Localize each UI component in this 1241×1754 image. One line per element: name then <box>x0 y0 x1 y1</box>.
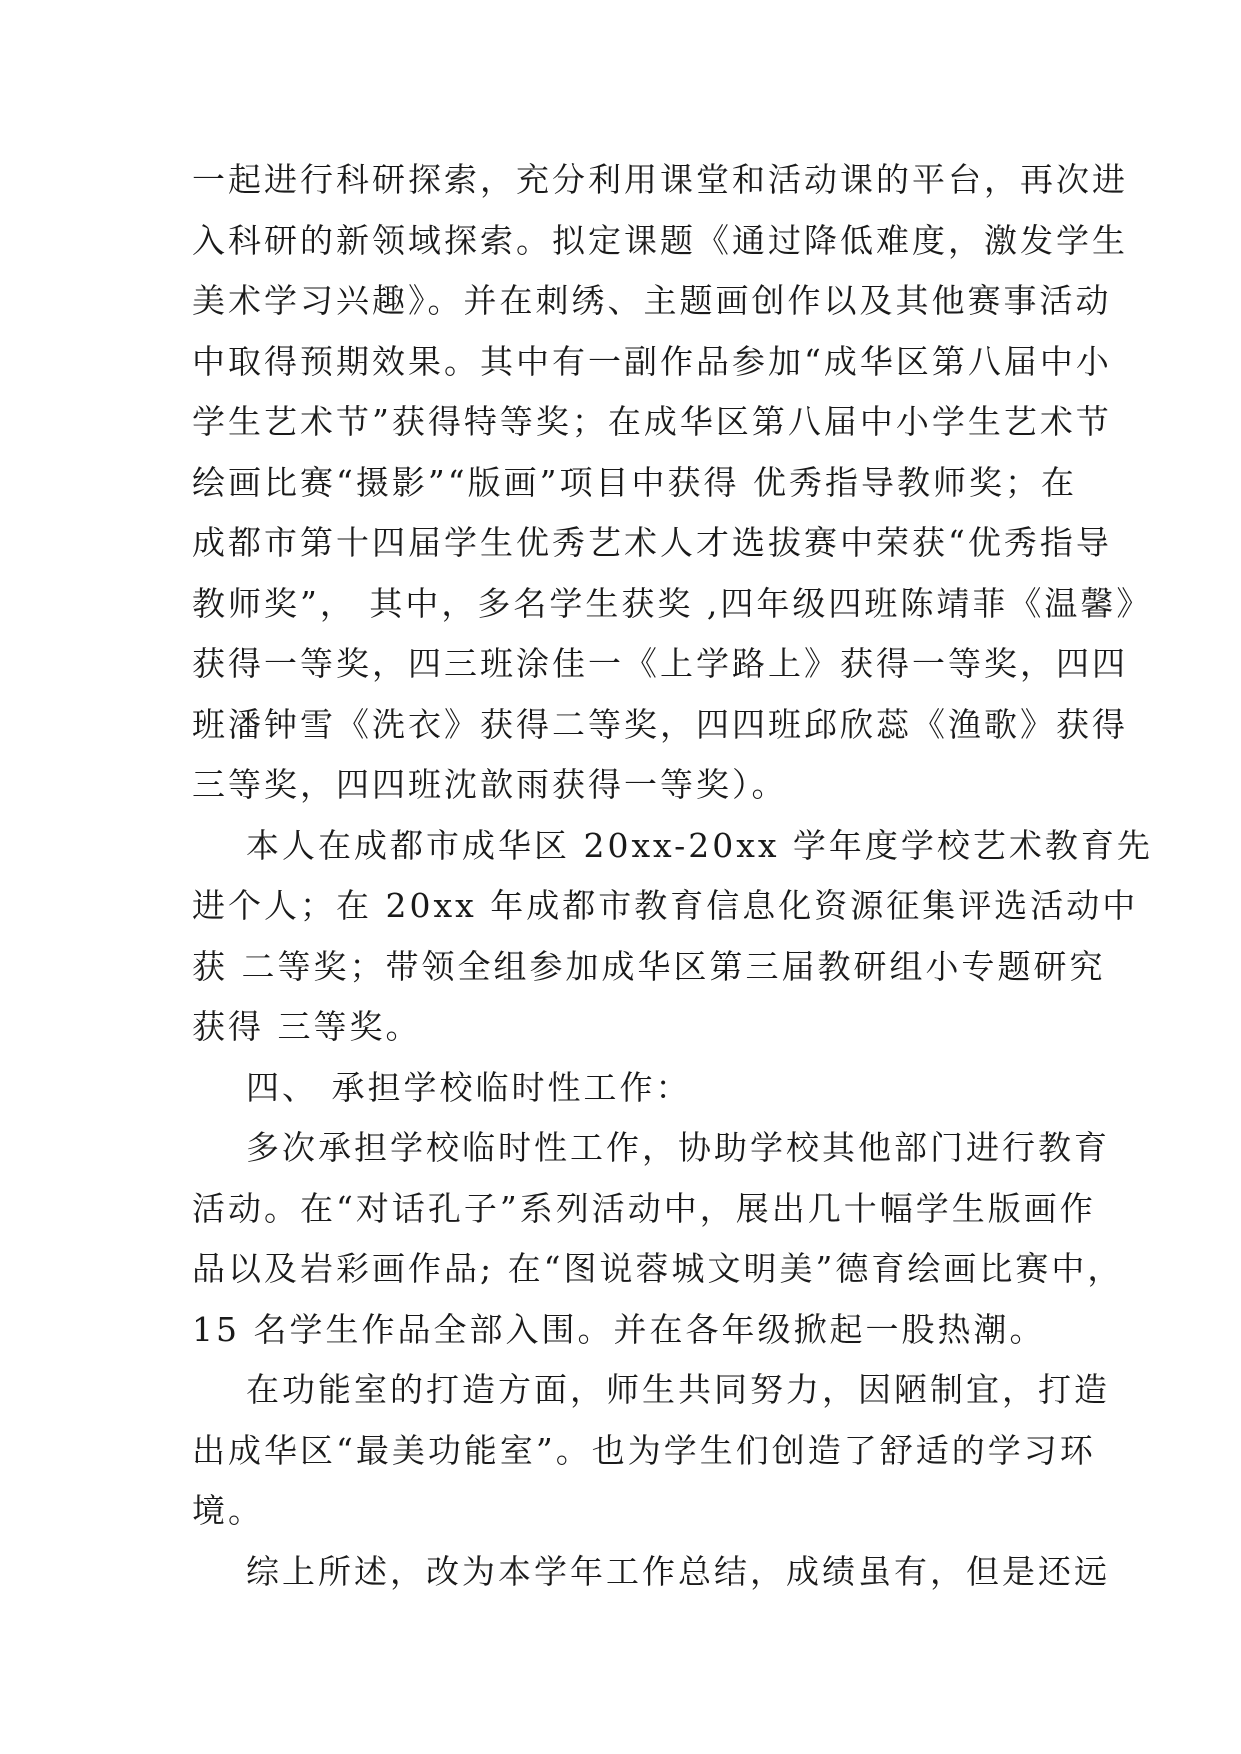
text-line: 本人在成都市成华区 20xx-20xx 学年度学校艺术教育先 <box>192 825 1153 865</box>
text-line: 出成华区“最美功能室”。也为学生们创造了舒适的学习环 <box>192 1430 1096 1470</box>
text-line: 15 名学生作品全部入围。并在各年级掀起一股热潮。 <box>192 1309 1046 1349</box>
text-line: 中取得预期效果。其中有一副作品参加“成华区第八届中小 <box>192 341 1112 381</box>
text-line: 三等奖，四四班沈歆雨获得一等奖）。 <box>192 765 788 804</box>
text-line: 学生艺术节”获得特等奖；在成华区第八届中小学生艺术节 <box>192 402 1112 441</box>
text-line: 入科研的新领域探索。拟定课题《通过降低难度，激发学生 <box>192 220 1128 260</box>
text-line: 班潘钟雪《洗衣》获得二等奖，四四班邱欣蕊《渔歌》获得 <box>192 704 1128 744</box>
text-line: 一起进行科研探索，充分利用课堂和活动课的平台，再次进 <box>192 160 1128 199</box>
text-line: 教师奖”， 其中，多名学生获奖 ,四年级四班陈靖菲《温馨》 <box>192 583 1153 623</box>
text-line: 境。 <box>192 1491 264 1530</box>
text-line: 美术学习兴趣》。并在刺绣、主题画创作以及其他赛事活动 <box>192 281 1112 320</box>
text-line: 获得 三等奖。 <box>192 1007 422 1046</box>
text-line: 活动。在“对话孔子”系列活动中，展出几十幅学生版画作 <box>192 1188 1096 1228</box>
text-line: 获 二等奖；带领全组参加成华区第三届教研组小专题研究 <box>192 946 1106 986</box>
text-line: 绘画比赛“摄影”“版画”项目中获得 优秀指导教师奖；在 <box>192 462 1077 502</box>
text-line: 进个人；在 20xx 年成都市教育信息化资源征集评选活动中 <box>192 886 1139 925</box>
text-line: 获得一等奖，四三班涂佳一《上学路上》获得一等奖，四四 <box>192 644 1128 683</box>
text-line: 在功能室的打造方面，师生共同努力，因陋制宜，打造 <box>192 1370 1110 1409</box>
document-body <box>192 150 1153 1602</box>
text-line: 多次承担学校临时性工作，协助学校其他部门进行教育 <box>192 1128 1110 1167</box>
text-line: 成都市第十四届学生优秀艺术人才选拔赛中荣获“优秀指导 <box>192 523 1112 562</box>
text-line: 品以及岩彩画作品; 在“图说蓉城文明美”德育绘画比赛中， <box>192 1249 1124 1288</box>
section-heading: 四、 承担学校临时性工作： <box>192 1067 692 1107</box>
text-line: 综上所述，改为本学年工作总结，成绩虽有，但是还远 <box>192 1551 1110 1591</box>
